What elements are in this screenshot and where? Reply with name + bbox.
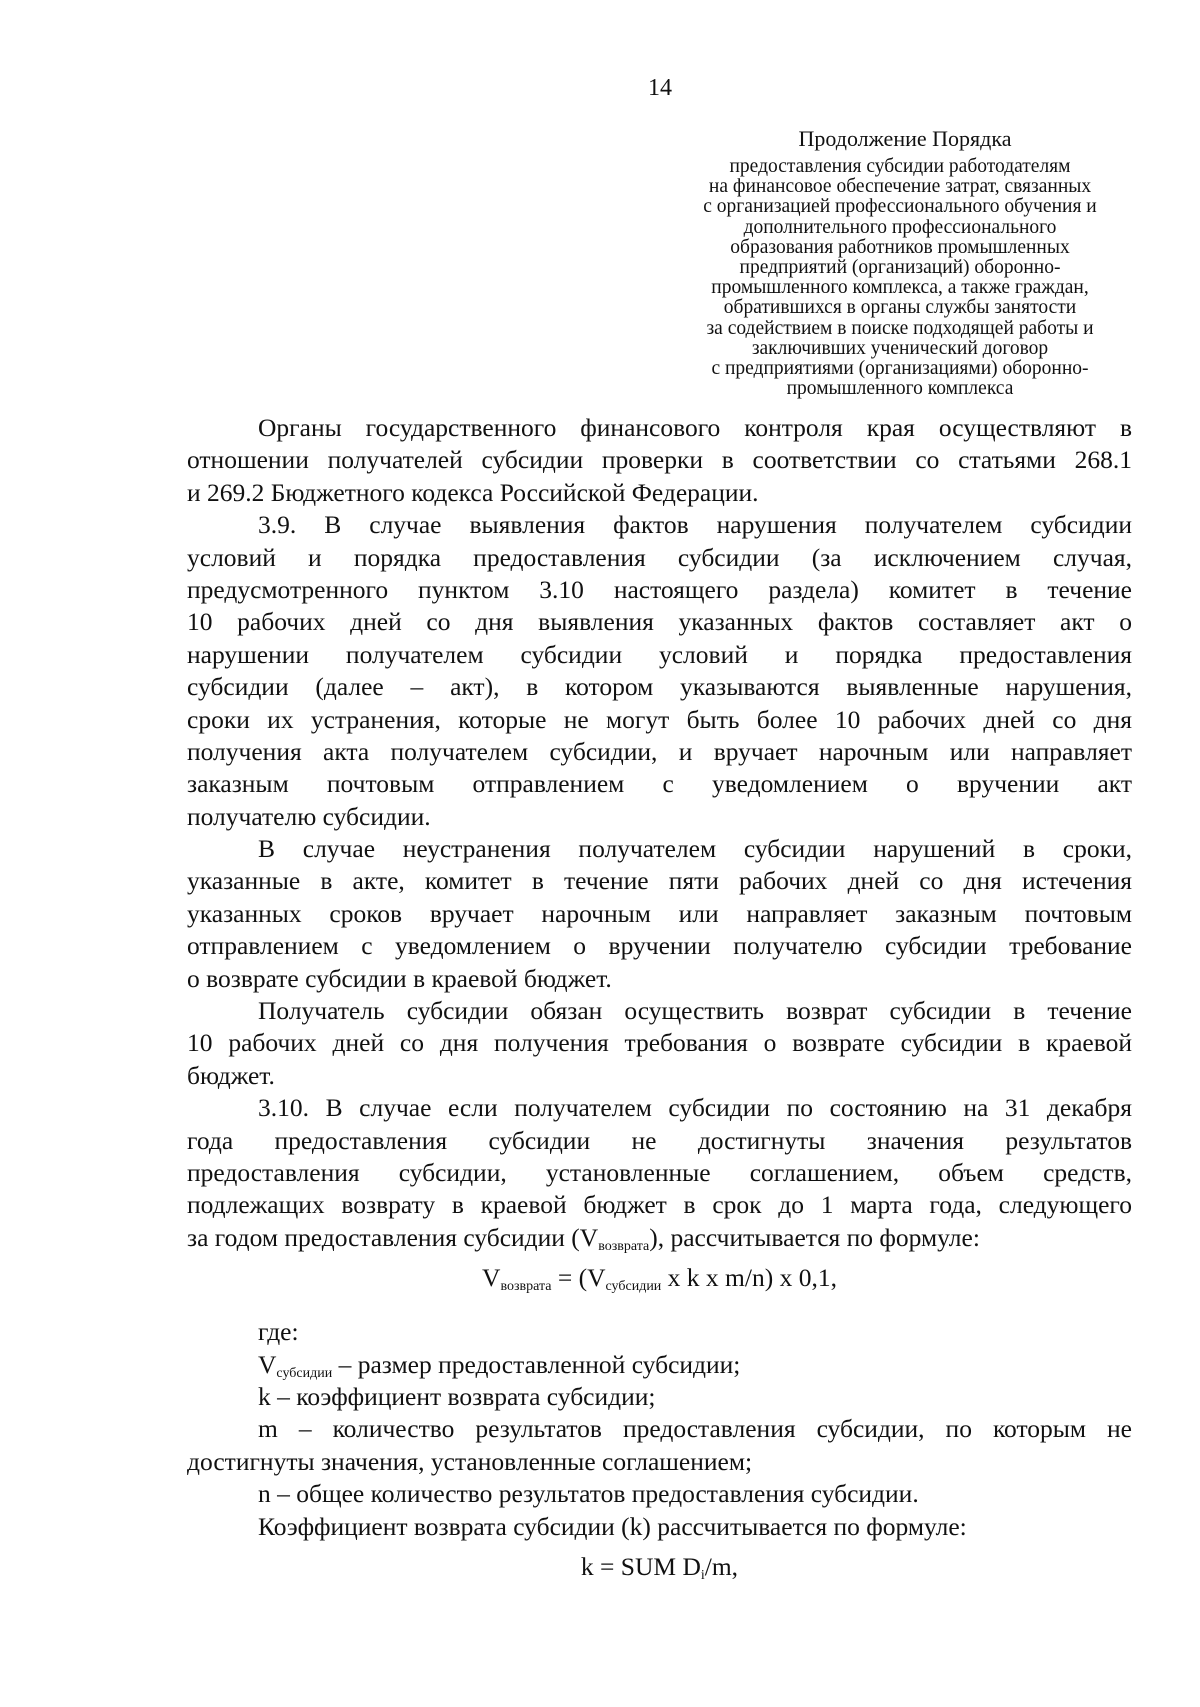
paragraph-line: бюджет. [187,1060,275,1090]
subscript: субсидии [605,1279,662,1295]
definition-n: n – общее количество результатов предоставления субсидии. [258,1479,919,1509]
paragraph-line: В случае неустранения получателем субсидии нарушений в сроки, [258,834,1132,864]
paragraph-line: указанных сроков вручает нарочным или направляет заказным почтовым [187,898,1132,928]
paragraph-line: подлежащих возврату в краевой бюджет в срок до 1 марта года, следующего [187,1190,1132,1220]
subscript: возврата [500,1279,552,1295]
paragraph-line: получения акта получателем субсидии, и вручает нарочным или направляет [187,736,1132,766]
paragraph-line: Органы государственного финансового контроля края осуществляют в [258,413,1132,442]
paragraph-line: предоставления субсидии, установленные соглашением, объем средств, [187,1157,1132,1187]
definition-k: k – коэффициент возврата субсидии; [258,1381,656,1411]
paragraph-line: указанные в акте, комитет в течение пяти рабочих дней со дня истечения [187,866,1132,896]
subtitle-line: с организацией профессионального обучения и [703,196,1097,218]
subscript: возврата [598,1238,650,1254]
subtitle-line: дополнительного профессионального [743,216,1057,238]
paragraph-line: 3.9. В случае выявления фактов нарушения получателем субсидии [258,510,1132,540]
paragraph-line: сроки их устранения, которые не могут быть более 10 рабочих дней со дня [187,704,1132,734]
paragraph-line: заказным почтовым отправлением с уведомлением о вручении акт [187,769,1132,799]
paragraph-line [187,1222,1132,1254]
coefficient-line: Коэффициент возврата субсидии (k) рассчитывается по формуле: [258,1511,967,1541]
paragraph-line: и 269.2 Бюджетного кодекса Российской Федерации. [187,477,759,507]
subtitle-line: образования работников промышленных [730,236,1070,258]
subtitle-line: заключивших ученический договор [751,337,1049,359]
paragraph-line: предусмотренного пунктом 3.10 настоящего раздела) комитет в течение [187,574,1132,604]
where-label: где: [258,1317,299,1347]
paragraph-line: получателю субсидии. [187,801,431,831]
paragraph-line: отправлением с уведомлением о вручении получателю субсидии требование [187,931,1132,961]
body-text [187,412,1132,1591]
subtitle-line: за содействием в поиске подходящей работы и [706,317,1094,339]
paragraph-line: о возврате субсидии в краевой бюджет. [187,963,612,993]
text-run: V [258,1349,277,1379]
paragraph-line: нарушении получателем субсидии условий и порядка предоставления [187,639,1132,669]
definition-v [187,1349,1132,1381]
subscript: субсидии [276,1365,333,1381]
paragraph-line: 10 рабочих дней со дня выявления указанных фактов составляет акт о [187,607,1132,637]
paragraph-line: субсидии (далее – акт), в котором указываются выявленные нарушения, [187,672,1132,702]
subtitle-line: предприятий (организаций) оборонно- [739,257,1061,279]
paragraph-line: года предоставления субсидии не достигнуты значения результатов [187,1125,1132,1155]
text-run: = (V [551,1263,606,1293]
subtitle-line: предоставления субсидии работодателям [729,156,1071,177]
text-run: x k x m/n) x 0,1, [661,1263,837,1293]
subtitle-line: с предприятиями (организациями) оборонно- [711,358,1089,380]
subtitle-line: промышленного комплекса, а также граждан, [711,277,1089,299]
subtitle-line: промышленного комплекса [786,378,1014,400]
text-run: – размер предоставленной субсидии; [332,1349,741,1379]
paragraph-line: отношении получателей субсидии проверки в соответствии со статьями 268.1 [187,445,1132,475]
subscript: i [700,1567,705,1583]
subtitle-line: обратившихся в органы службы занятости [723,297,1077,319]
text-run: k = SUM D [580,1551,701,1581]
text-run: V [482,1263,501,1293]
paragraph-line: 3.10. В случае если получателем субсидии по состоянию на 31 декабря [258,1093,1132,1123]
text-run: /m, [704,1551,739,1581]
text-run: за годом предоставления субсидии (V [187,1222,599,1252]
page-number: 14 [648,75,672,101]
paragraph-line: Получатель субсидии обязан осуществить возврат субсидии в течение [258,996,1132,1026]
formula-k [187,1543,1132,1591]
definition-m: m – количество результатов предоставления субсидии, по которым не [258,1414,1132,1444]
paragraph-line: условий и порядка предоставления субсидии (за исключением случая, [187,542,1132,572]
paragraph-line: 10 рабочих дней со дня получения требования о возврате субсидии в краевой [187,1028,1132,1058]
subtitle-line: на финансовое обеспечение затрат, связанных [708,176,1092,198]
continuation-subtitle [640,157,1160,399]
formula-vozvrata [187,1254,1132,1302]
text-run: ), рассчитывается по формуле: [649,1222,980,1252]
continuation-title: Продолжение Порядка [798,126,1012,151]
definition-m: достигнуты значения, установленные соглашением; [187,1446,753,1476]
